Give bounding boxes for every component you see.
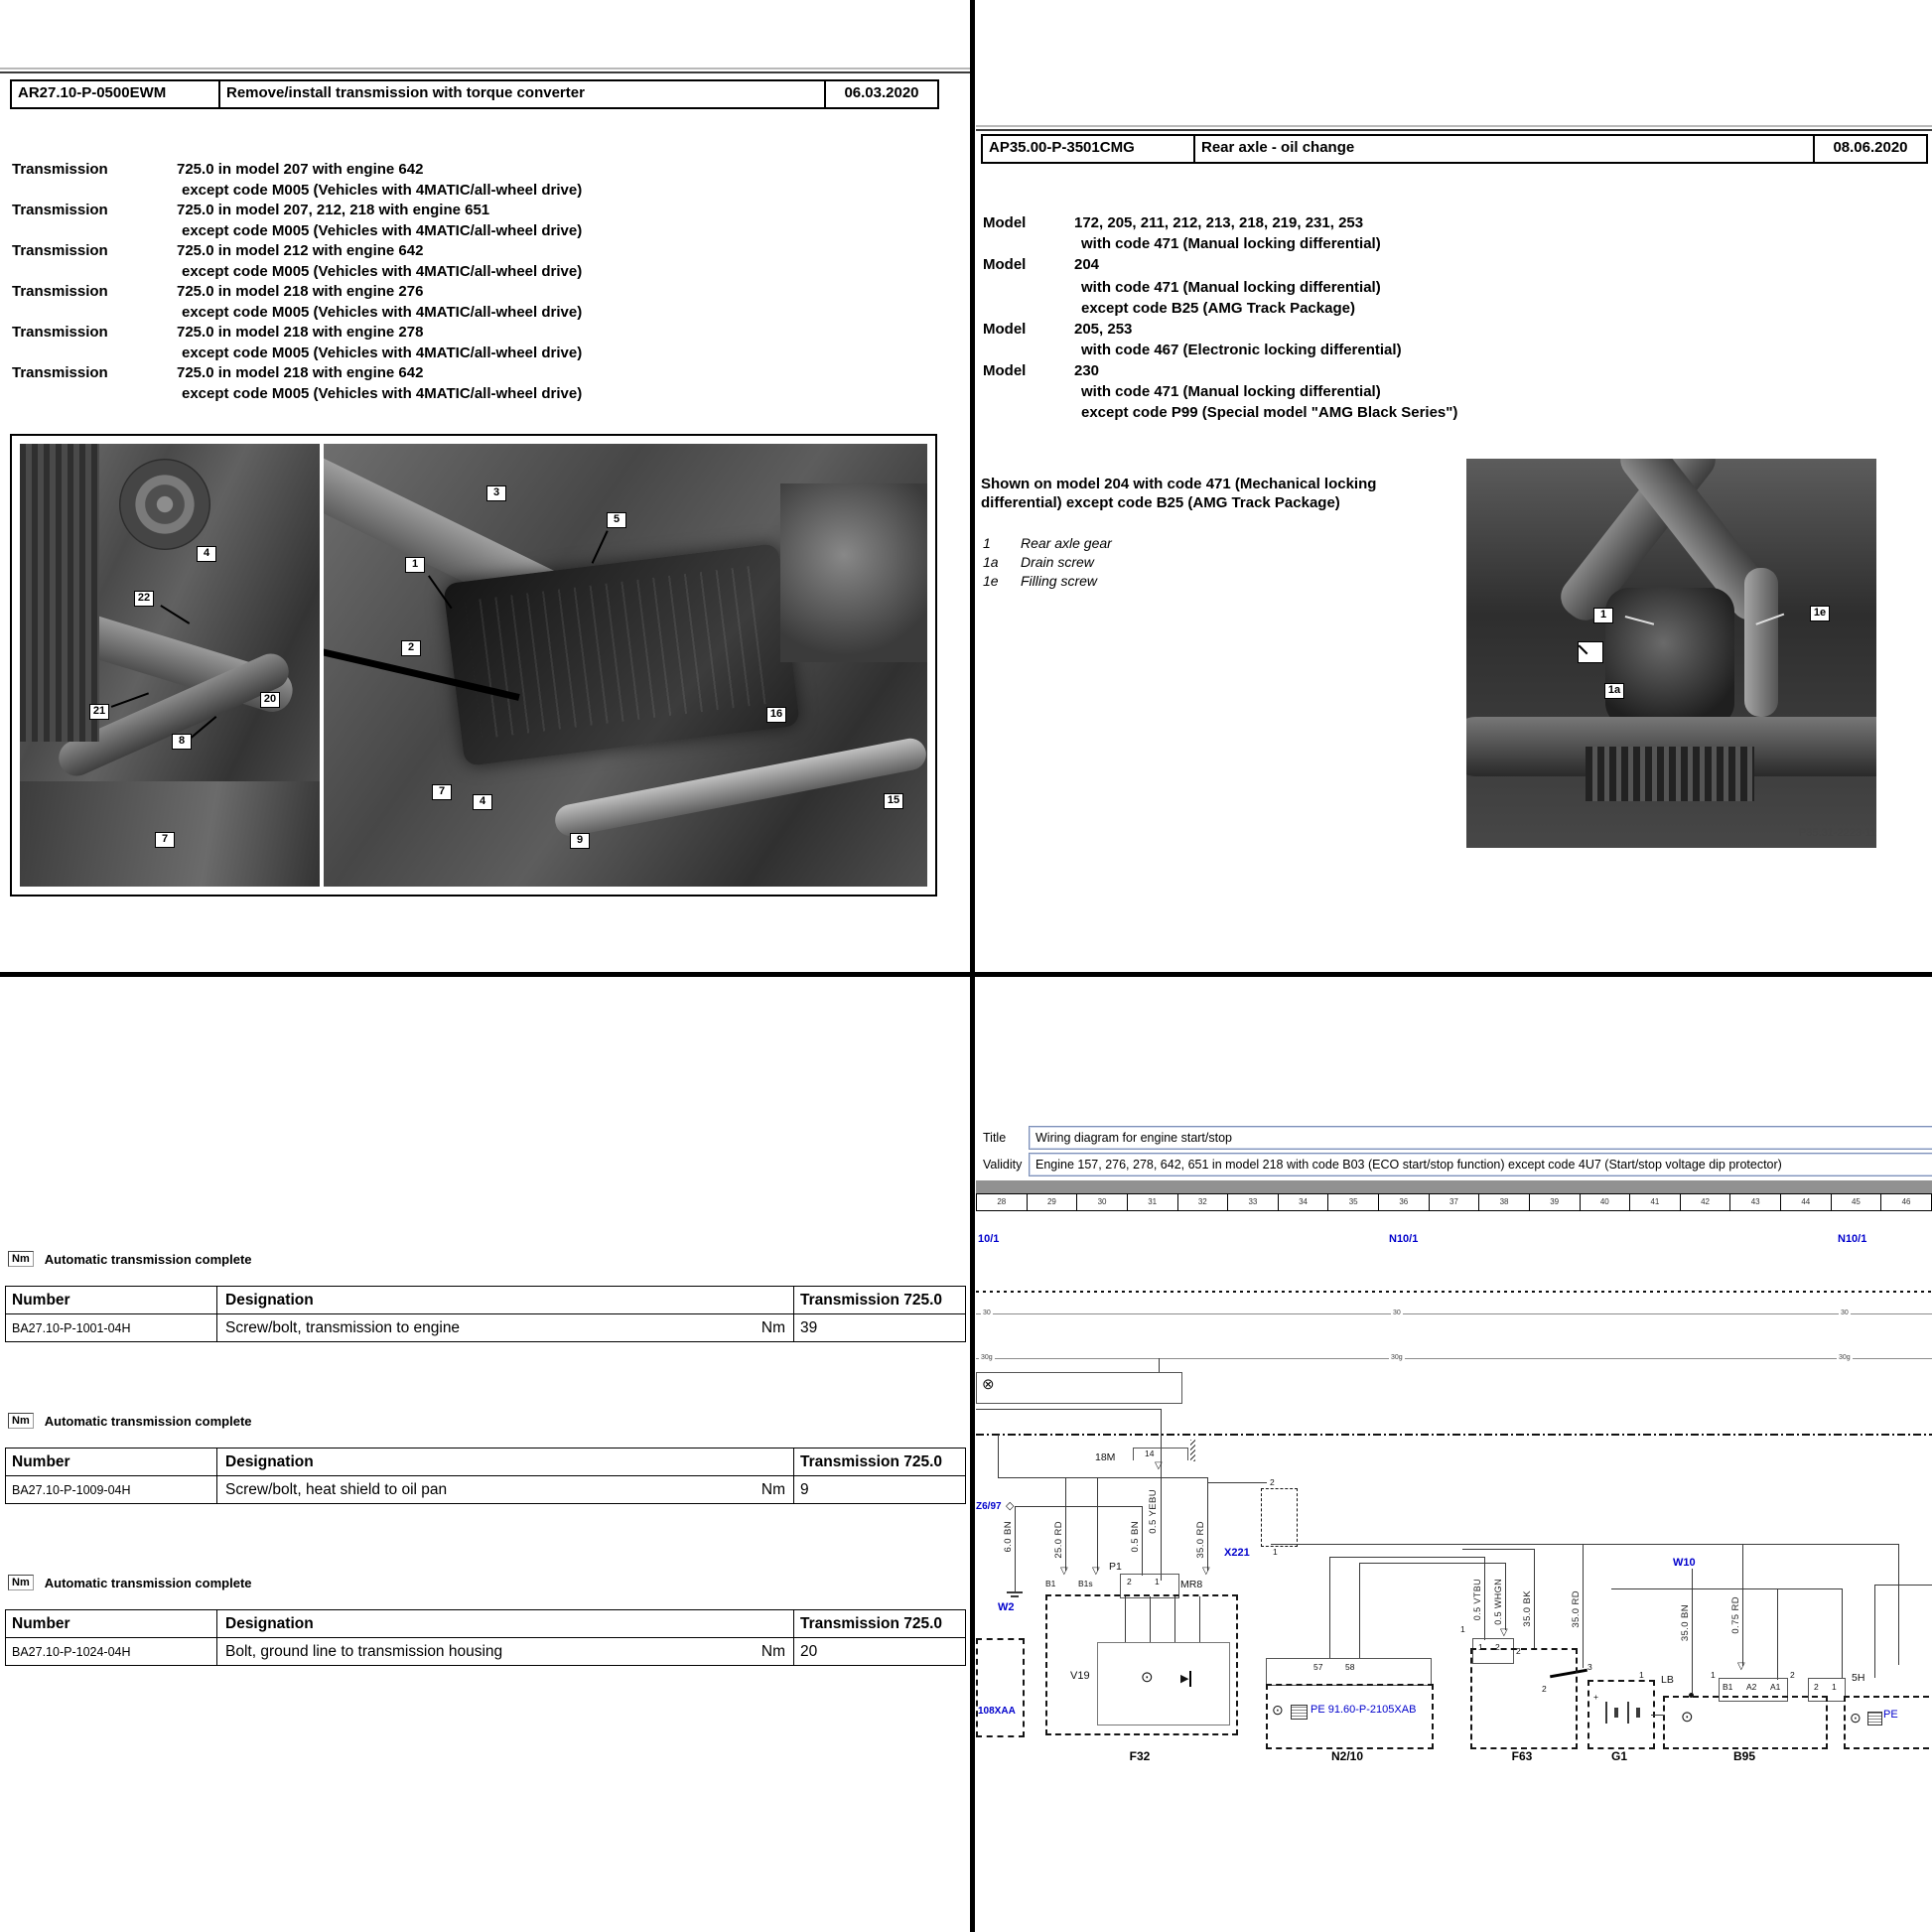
wire-gauge-label: 0.75 RD bbox=[1730, 1596, 1741, 1634]
callout: 1 bbox=[405, 557, 425, 573]
wire bbox=[998, 1435, 999, 1477]
fuse-symbol-icon: ⊗ bbox=[982, 1376, 995, 1393]
list-item-detail: with code 471 (Manual locking differential) bbox=[1081, 383, 1381, 400]
list-item: Transmission 725.0 in model 212 with engine 642 bbox=[12, 242, 424, 259]
pin-a2: A2 bbox=[1746, 1682, 1757, 1692]
wire bbox=[1207, 1477, 1208, 1571]
wire bbox=[1874, 1585, 1932, 1586]
page1-photo-right bbox=[324, 444, 927, 887]
photo-shape bbox=[552, 736, 927, 839]
arrow-down-icon: ▽ bbox=[1737, 1661, 1745, 1672]
ruler-cell: 44 bbox=[1780, 1194, 1831, 1210]
callout: 20 bbox=[260, 692, 280, 708]
component-box-f63 bbox=[1470, 1648, 1578, 1749]
node-label-n10-1: N10/1 bbox=[1838, 1233, 1867, 1245]
wire bbox=[1611, 1588, 1842, 1589]
callout: 7 bbox=[155, 832, 175, 848]
col-transmission: Transmission 725.0 bbox=[793, 1287, 965, 1313]
col-number: Number bbox=[6, 1449, 217, 1475]
ruler-cell: 31 bbox=[1127, 1194, 1177, 1210]
wire bbox=[1174, 1596, 1175, 1642]
col-designation: Designation bbox=[225, 1291, 314, 1309]
lb-label: LB bbox=[1661, 1674, 1674, 1686]
ruler-cell: 34 bbox=[1278, 1194, 1328, 1210]
nm-icon: Nm bbox=[8, 1413, 34, 1429]
validity-label: Validity bbox=[983, 1158, 1023, 1172]
callout: 1a bbox=[1604, 683, 1624, 699]
page2-photo bbox=[1466, 459, 1876, 848]
wire-gauge-label: 0.5 BN bbox=[1130, 1521, 1141, 1553]
pin-1: 1 bbox=[1273, 1547, 1278, 1557]
component-box-g1 bbox=[1587, 1680, 1655, 1749]
unit-label: Nm bbox=[760, 1480, 785, 1498]
page2-header bbox=[981, 134, 1928, 164]
table-header-row bbox=[6, 1287, 965, 1314]
wire bbox=[1842, 1588, 1843, 1678]
page2-doc-date: 08.06.2020 bbox=[1813, 136, 1926, 162]
torque-section-heading bbox=[8, 1413, 252, 1429]
wire bbox=[1484, 1557, 1485, 1640]
list-item-detail: except code B25 (AMG Track Package) bbox=[1081, 300, 1355, 317]
pin-14: 14 bbox=[1145, 1449, 1155, 1458]
photo-shape bbox=[20, 444, 99, 742]
junction-diamond-icon: ◇ bbox=[1006, 1500, 1015, 1512]
section-title: Automatic transmission complete bbox=[44, 1413, 252, 1429]
wire bbox=[1065, 1477, 1066, 1571]
vertical-divider bbox=[970, 0, 975, 1932]
cell-designation: Screw/bolt, transmission to engine Nm bbox=[225, 1318, 785, 1336]
wire bbox=[1150, 1596, 1151, 1642]
cell-designation: Screw/bolt, heat shield to oil pan Nm bbox=[225, 1480, 785, 1498]
ruler-bar bbox=[976, 1180, 1932, 1193]
col-number: Number bbox=[6, 1287, 217, 1313]
page1-transmission-list bbox=[12, 160, 945, 404]
wire bbox=[1015, 1506, 1142, 1507]
page1-top-rule bbox=[0, 68, 970, 73]
ground-symbol bbox=[1011, 1595, 1019, 1597]
cell-number: BA27.10-P-1009-04H bbox=[6, 1476, 217, 1503]
pin-2: 2 bbox=[1270, 1477, 1275, 1487]
legend-row: 1e Filling screw bbox=[983, 573, 1098, 589]
page2-model-list bbox=[983, 212, 1458, 423]
ruler-cell: 36 bbox=[1378, 1194, 1429, 1210]
arrow-down-icon: ▽ bbox=[1155, 1460, 1163, 1471]
component-label-f63: F63 bbox=[1511, 1749, 1533, 1763]
page2-doc-title: Rear axle - oil change bbox=[1201, 139, 1355, 156]
pin-2: 2 bbox=[1127, 1577, 1132, 1587]
wire bbox=[1207, 1482, 1267, 1483]
ruler-cell: 30 bbox=[1076, 1194, 1127, 1210]
callout: 2 bbox=[401, 640, 421, 656]
fuse-18m-bracket bbox=[1133, 1448, 1188, 1460]
wire-gauge-label: 6.0 BN bbox=[1003, 1521, 1014, 1553]
wire bbox=[1777, 1588, 1778, 1680]
section-title: Automatic transmission complete bbox=[44, 1251, 252, 1267]
arrow-down-icon: ▽ bbox=[1092, 1566, 1100, 1577]
page2-note: Shown on model 204 with code 471 (Mechanical locking differential) except code B25 (AMG Track Package) bbox=[981, 476, 1377, 511]
list-item-detail: except code M005 (Vehicles with 4MATIC/all-wheel drive) bbox=[182, 181, 583, 199]
photo-shape bbox=[1605, 588, 1734, 727]
bus-line-dashdot bbox=[976, 1434, 1932, 1436]
column-ruler bbox=[976, 1193, 1932, 1211]
arrow-down-icon: ▽ bbox=[1060, 1566, 1068, 1577]
cell-number: BA27.10-P-1024-04H bbox=[6, 1638, 217, 1665]
battery-plate bbox=[1614, 1708, 1618, 1718]
wire bbox=[1534, 1549, 1535, 1648]
nm-icon: Nm bbox=[8, 1251, 34, 1267]
page2-legend bbox=[983, 534, 1112, 591]
wire bbox=[1329, 1557, 1484, 1558]
list-item-detail: except code M005 (Vehicles with 4MATIC/all-wheel drive) bbox=[182, 384, 583, 402]
table-header-row bbox=[6, 1449, 965, 1476]
ruler-cell: 42 bbox=[1680, 1194, 1730, 1210]
callout: 8 bbox=[172, 734, 192, 750]
pin-a1: A1 bbox=[1770, 1682, 1781, 1692]
mr8-label: MR8 bbox=[1180, 1579, 1203, 1590]
title-label: Title bbox=[983, 1131, 1007, 1145]
pin-1: 1 bbox=[1639, 1670, 1644, 1680]
page1-doc-date: 06.03.2020 bbox=[824, 81, 937, 107]
wire bbox=[998, 1477, 1207, 1478]
torque-section-heading bbox=[8, 1251, 252, 1267]
ground-symbol bbox=[1007, 1591, 1023, 1593]
legend-row: 1 Rear axle gear bbox=[983, 535, 1112, 551]
page2-top-rule bbox=[976, 125, 1932, 131]
list-item-detail: except code M005 (Vehicles with 4MATIC/all-wheel drive) bbox=[182, 262, 583, 280]
arrow-down-icon: ▽ bbox=[1500, 1627, 1508, 1638]
wire bbox=[1097, 1477, 1098, 1571]
ruler-cell: 33 bbox=[1227, 1194, 1278, 1210]
list-item-detail: except code P99 (Special model "AMG Black Series") bbox=[1081, 404, 1458, 421]
list-item: Transmission 725.0 in model 218 with engine 642 bbox=[12, 364, 424, 381]
pin-b1: B1 bbox=[1723, 1682, 1733, 1692]
callout: 16 bbox=[766, 707, 786, 723]
wire bbox=[976, 1409, 1161, 1410]
col-transmission: Transmission 725.0 bbox=[793, 1610, 965, 1637]
photo-shape bbox=[1586, 747, 1754, 801]
photo-shape bbox=[780, 483, 927, 662]
bus-30-label: 30 bbox=[1841, 1310, 1849, 1316]
list-item: Transmission 725.0 in model 218 with engine 278 bbox=[12, 324, 424, 341]
ruler-cell: 45 bbox=[1831, 1194, 1881, 1210]
node-label-z6-97: Z6/97 bbox=[976, 1501, 1002, 1512]
cell-value: 20 bbox=[793, 1638, 965, 1665]
wire bbox=[1159, 1358, 1160, 1372]
page1-photo-left bbox=[20, 444, 320, 887]
node-label-108xaa: 108XAA bbox=[978, 1706, 1016, 1717]
wire bbox=[1359, 1563, 1505, 1564]
page1-header bbox=[10, 79, 939, 109]
wiring-diagram bbox=[976, 1213, 1932, 1932]
node-label-w2: W2 bbox=[998, 1601, 1015, 1613]
wire-gauge-label: 25.0 RD bbox=[1053, 1521, 1064, 1559]
wire-gauge-label: 0.5 VTBU bbox=[1472, 1579, 1482, 1621]
validity-input[interactable]: Engine 157, 276, 278, 642, 651 in model 218 with code B03 (ECO start/stop function) except code 4U7 (Start/stop voltage dip protector) bbox=[1029, 1153, 1932, 1176]
5h-label: 5H bbox=[1852, 1672, 1865, 1684]
battery-plate bbox=[1627, 1702, 1629, 1724]
document-icon bbox=[1867, 1712, 1882, 1725]
relay-inner-box bbox=[1097, 1642, 1230, 1725]
unit-label: Nm bbox=[760, 1642, 785, 1660]
horizontal-divider bbox=[0, 972, 1932, 977]
wire bbox=[1142, 1506, 1143, 1576]
cell-number: BA27.10-P-1001-04H bbox=[6, 1314, 217, 1341]
torque-table-3 bbox=[5, 1609, 966, 1666]
component-label-g1: G1 bbox=[1610, 1749, 1627, 1763]
list-item-detail: with code 471 (Manual locking differential) bbox=[1081, 279, 1381, 296]
list-item: Transmission 725.0 in model 218 with engine 276 bbox=[12, 283, 424, 300]
pe-reference-link[interactable]: PE bbox=[1883, 1709, 1898, 1721]
pin-58: 58 bbox=[1345, 1662, 1355, 1672]
table-row bbox=[6, 1476, 965, 1503]
wire-gauge-label: 35.0 BK bbox=[1522, 1590, 1533, 1627]
node-label-n10-1: 10/1 bbox=[978, 1233, 1000, 1245]
cell-value: 39 bbox=[793, 1314, 965, 1341]
wire bbox=[1583, 1544, 1584, 1668]
clock-symbol-icon: ⊙ bbox=[1272, 1702, 1284, 1718]
pin-1: 1 bbox=[1478, 1642, 1483, 1652]
pin-1-outer: 1 bbox=[1460, 1624, 1465, 1634]
diode-icon: ▶ bbox=[1180, 1671, 1191, 1687]
title-input[interactable]: Wiring diagram for engine start/stop bbox=[1029, 1126, 1932, 1150]
table-row bbox=[6, 1638, 965, 1665]
list-item-detail: with code 471 (Manual locking differential) bbox=[1081, 235, 1381, 252]
torque-section-heading bbox=[8, 1575, 252, 1590]
list-item: Model 205, 253 bbox=[983, 321, 1133, 338]
col-number: Number bbox=[6, 1610, 217, 1637]
wire bbox=[1874, 1585, 1875, 1678]
list-item: Model 204 bbox=[983, 256, 1100, 273]
wire-gauge-label: 35.0 RD bbox=[1195, 1521, 1206, 1559]
col-designation: Designation bbox=[225, 1452, 314, 1470]
fuse-18m-label: 18M bbox=[1095, 1451, 1116, 1463]
pin-1-outer: 1 bbox=[1711, 1670, 1716, 1680]
bus-30g-label: 30g bbox=[1839, 1354, 1851, 1361]
wire-gauge-label: 0.5 YEBU bbox=[1148, 1489, 1159, 1534]
callout: 1 bbox=[1593, 608, 1613, 623]
wire bbox=[1199, 1596, 1200, 1642]
page1-photo-frame bbox=[10, 434, 937, 897]
wire-gauge-label: 0.5 WHGN bbox=[1493, 1579, 1503, 1625]
bus-30g-label: 30g bbox=[1391, 1354, 1403, 1361]
component-label-n210: N2/10 bbox=[1330, 1749, 1364, 1763]
pin-1: 1 bbox=[1832, 1682, 1837, 1692]
pin-2: 2 bbox=[1814, 1682, 1819, 1692]
callout: 3 bbox=[486, 485, 506, 501]
x221-connector-box bbox=[1261, 1488, 1298, 1547]
ruler-cell: 43 bbox=[1729, 1194, 1780, 1210]
pe-reference-link[interactable]: PE 91.60-P-2105XAB bbox=[1311, 1704, 1417, 1716]
pin-2: 2 bbox=[1495, 1642, 1500, 1652]
list-item-detail: except code M005 (Vehicles with 4MATIC/all-wheel drive) bbox=[182, 344, 583, 361]
node-label-n10-1: N10/1 bbox=[1389, 1233, 1419, 1245]
wire bbox=[1692, 1569, 1693, 1696]
pin-2: 2 bbox=[1542, 1684, 1547, 1694]
pin-1: 1 bbox=[1155, 1577, 1160, 1587]
battery-plate bbox=[1636, 1708, 1640, 1718]
wire bbox=[1505, 1563, 1506, 1630]
pin-plus: + bbox=[1593, 1692, 1598, 1702]
wire bbox=[1125, 1596, 1126, 1642]
photo-shape bbox=[1744, 568, 1778, 717]
torque-table-1 bbox=[5, 1286, 966, 1342]
bus-line-30g bbox=[976, 1358, 1932, 1359]
wire bbox=[1359, 1563, 1360, 1658]
pin-3: 3 bbox=[1587, 1662, 1592, 1672]
page1-doc-code: AR27.10-P-0500EWM bbox=[12, 81, 220, 107]
callout: 1e bbox=[1810, 606, 1830, 621]
ruler-cell: 40 bbox=[1580, 1194, 1630, 1210]
wire-gauge-label: 35.0 BN bbox=[1680, 1604, 1691, 1642]
unit-label: Nm bbox=[760, 1318, 785, 1336]
wire bbox=[1329, 1557, 1330, 1658]
clock-symbol-icon: ⊙ bbox=[1141, 1669, 1154, 1686]
section-title: Automatic transmission complete bbox=[44, 1575, 252, 1590]
bus-30g-label: 30g bbox=[981, 1354, 993, 1361]
component-label-b95: B95 bbox=[1732, 1749, 1755, 1763]
document-icon bbox=[1291, 1705, 1308, 1720]
list-item: Model 230 bbox=[983, 362, 1100, 379]
table-row bbox=[6, 1314, 965, 1341]
list-item-detail: except code M005 (Vehicles with 4MATIC/all-wheel drive) bbox=[182, 303, 583, 321]
ruler-cell: 32 bbox=[1177, 1194, 1228, 1210]
component-box-108xaa bbox=[976, 1638, 1025, 1737]
cell-value: 9 bbox=[793, 1476, 965, 1503]
clock-symbol-icon: ⊙ bbox=[1681, 1709, 1694, 1725]
pin-57: 57 bbox=[1313, 1662, 1323, 1672]
page1-doc-title: Remove/install transmission with torque converter bbox=[226, 84, 585, 101]
ruler-cell: 37 bbox=[1429, 1194, 1479, 1210]
torque-table-2 bbox=[5, 1448, 966, 1504]
ruler-cell: 38 bbox=[1478, 1194, 1529, 1210]
ruler-cell: 35 bbox=[1327, 1194, 1378, 1210]
table-header-row bbox=[6, 1610, 965, 1638]
callout: 9 bbox=[570, 833, 590, 849]
v19-label: V19 bbox=[1070, 1670, 1090, 1682]
page2-doc-code: AP35.00-P-3501CMG bbox=[983, 136, 1195, 162]
bus-line-dotted bbox=[976, 1291, 1932, 1293]
list-item: Transmission 725.0 in model 207 with engine 642 bbox=[12, 161, 424, 178]
cell-designation: Bolt, ground line to transmission housing Nm bbox=[225, 1642, 785, 1660]
ruler-cell: 29 bbox=[1027, 1194, 1077, 1210]
wire bbox=[1742, 1544, 1743, 1666]
col-transmission: Transmission 725.0 bbox=[793, 1449, 965, 1475]
component-label-f32: F32 bbox=[1129, 1749, 1151, 1763]
col-designation: Designation bbox=[225, 1614, 314, 1632]
ruler-cell: 39 bbox=[1529, 1194, 1580, 1210]
node-label-w10: W10 bbox=[1673, 1557, 1696, 1569]
bus-line-30 bbox=[976, 1313, 1932, 1314]
pin-2-outer: 2 bbox=[1790, 1670, 1795, 1680]
callout: 15 bbox=[884, 793, 903, 809]
list-item: Model 172, 205, 211, 212, 213, 218, 219, 231, 253 bbox=[983, 214, 1364, 231]
callout: 4 bbox=[197, 546, 216, 562]
resistor-icon bbox=[1190, 1440, 1195, 1461]
p1-label: P1 bbox=[1109, 1561, 1122, 1573]
wire bbox=[1462, 1549, 1534, 1550]
callout: 4 bbox=[473, 794, 492, 810]
pin-b1s: B1s bbox=[1078, 1579, 1093, 1588]
ruler-cell: 28 bbox=[997, 1197, 1007, 1206]
wire bbox=[1651, 1715, 1663, 1716]
arrow-down-icon: ▽ bbox=[1202, 1566, 1210, 1577]
wire-gauge-label: 35.0 RD bbox=[1571, 1590, 1582, 1628]
bus-30-label: 30 bbox=[1393, 1310, 1401, 1316]
clock-symbol-icon: ⊙ bbox=[1850, 1710, 1862, 1725]
callout: 5 bbox=[607, 512, 626, 528]
node-label-x221: X221 bbox=[1224, 1547, 1250, 1559]
wire bbox=[1898, 1544, 1899, 1665]
pin-b1: B1 bbox=[1045, 1579, 1056, 1588]
bus-30-label: 30 bbox=[983, 1310, 991, 1316]
list-item-detail: with code 467 (Electronic locking differential) bbox=[1081, 342, 1402, 358]
battery-plate bbox=[1605, 1702, 1607, 1724]
list-item: Transmission 725.0 in model 207, 212, 218 with engine 651 bbox=[12, 202, 490, 218]
fuse-strip-box bbox=[976, 1372, 1182, 1404]
callout: 21 bbox=[89, 704, 109, 720]
wire bbox=[1271, 1544, 1898, 1545]
nm-icon: Nm bbox=[8, 1575, 34, 1590]
tool-arrow-icon bbox=[1578, 641, 1603, 663]
callout: 7 bbox=[432, 784, 452, 800]
ruler-cell: 41 bbox=[1629, 1194, 1680, 1210]
ruler-cell: 46 bbox=[1880, 1194, 1931, 1210]
legend-row: 1a Drain screw bbox=[983, 554, 1094, 570]
callout: 22 bbox=[134, 591, 154, 607]
list-item-detail: except code M005 (Vehicles with 4MATIC/all-wheel drive) bbox=[182, 221, 583, 239]
pin-2-outer: 2 bbox=[1516, 1646, 1521, 1656]
page2-photo-caption: P35.31-2223-11 bbox=[1798, 827, 1876, 839]
wire bbox=[1015, 1506, 1016, 1591]
photo-shape bbox=[119, 459, 210, 550]
